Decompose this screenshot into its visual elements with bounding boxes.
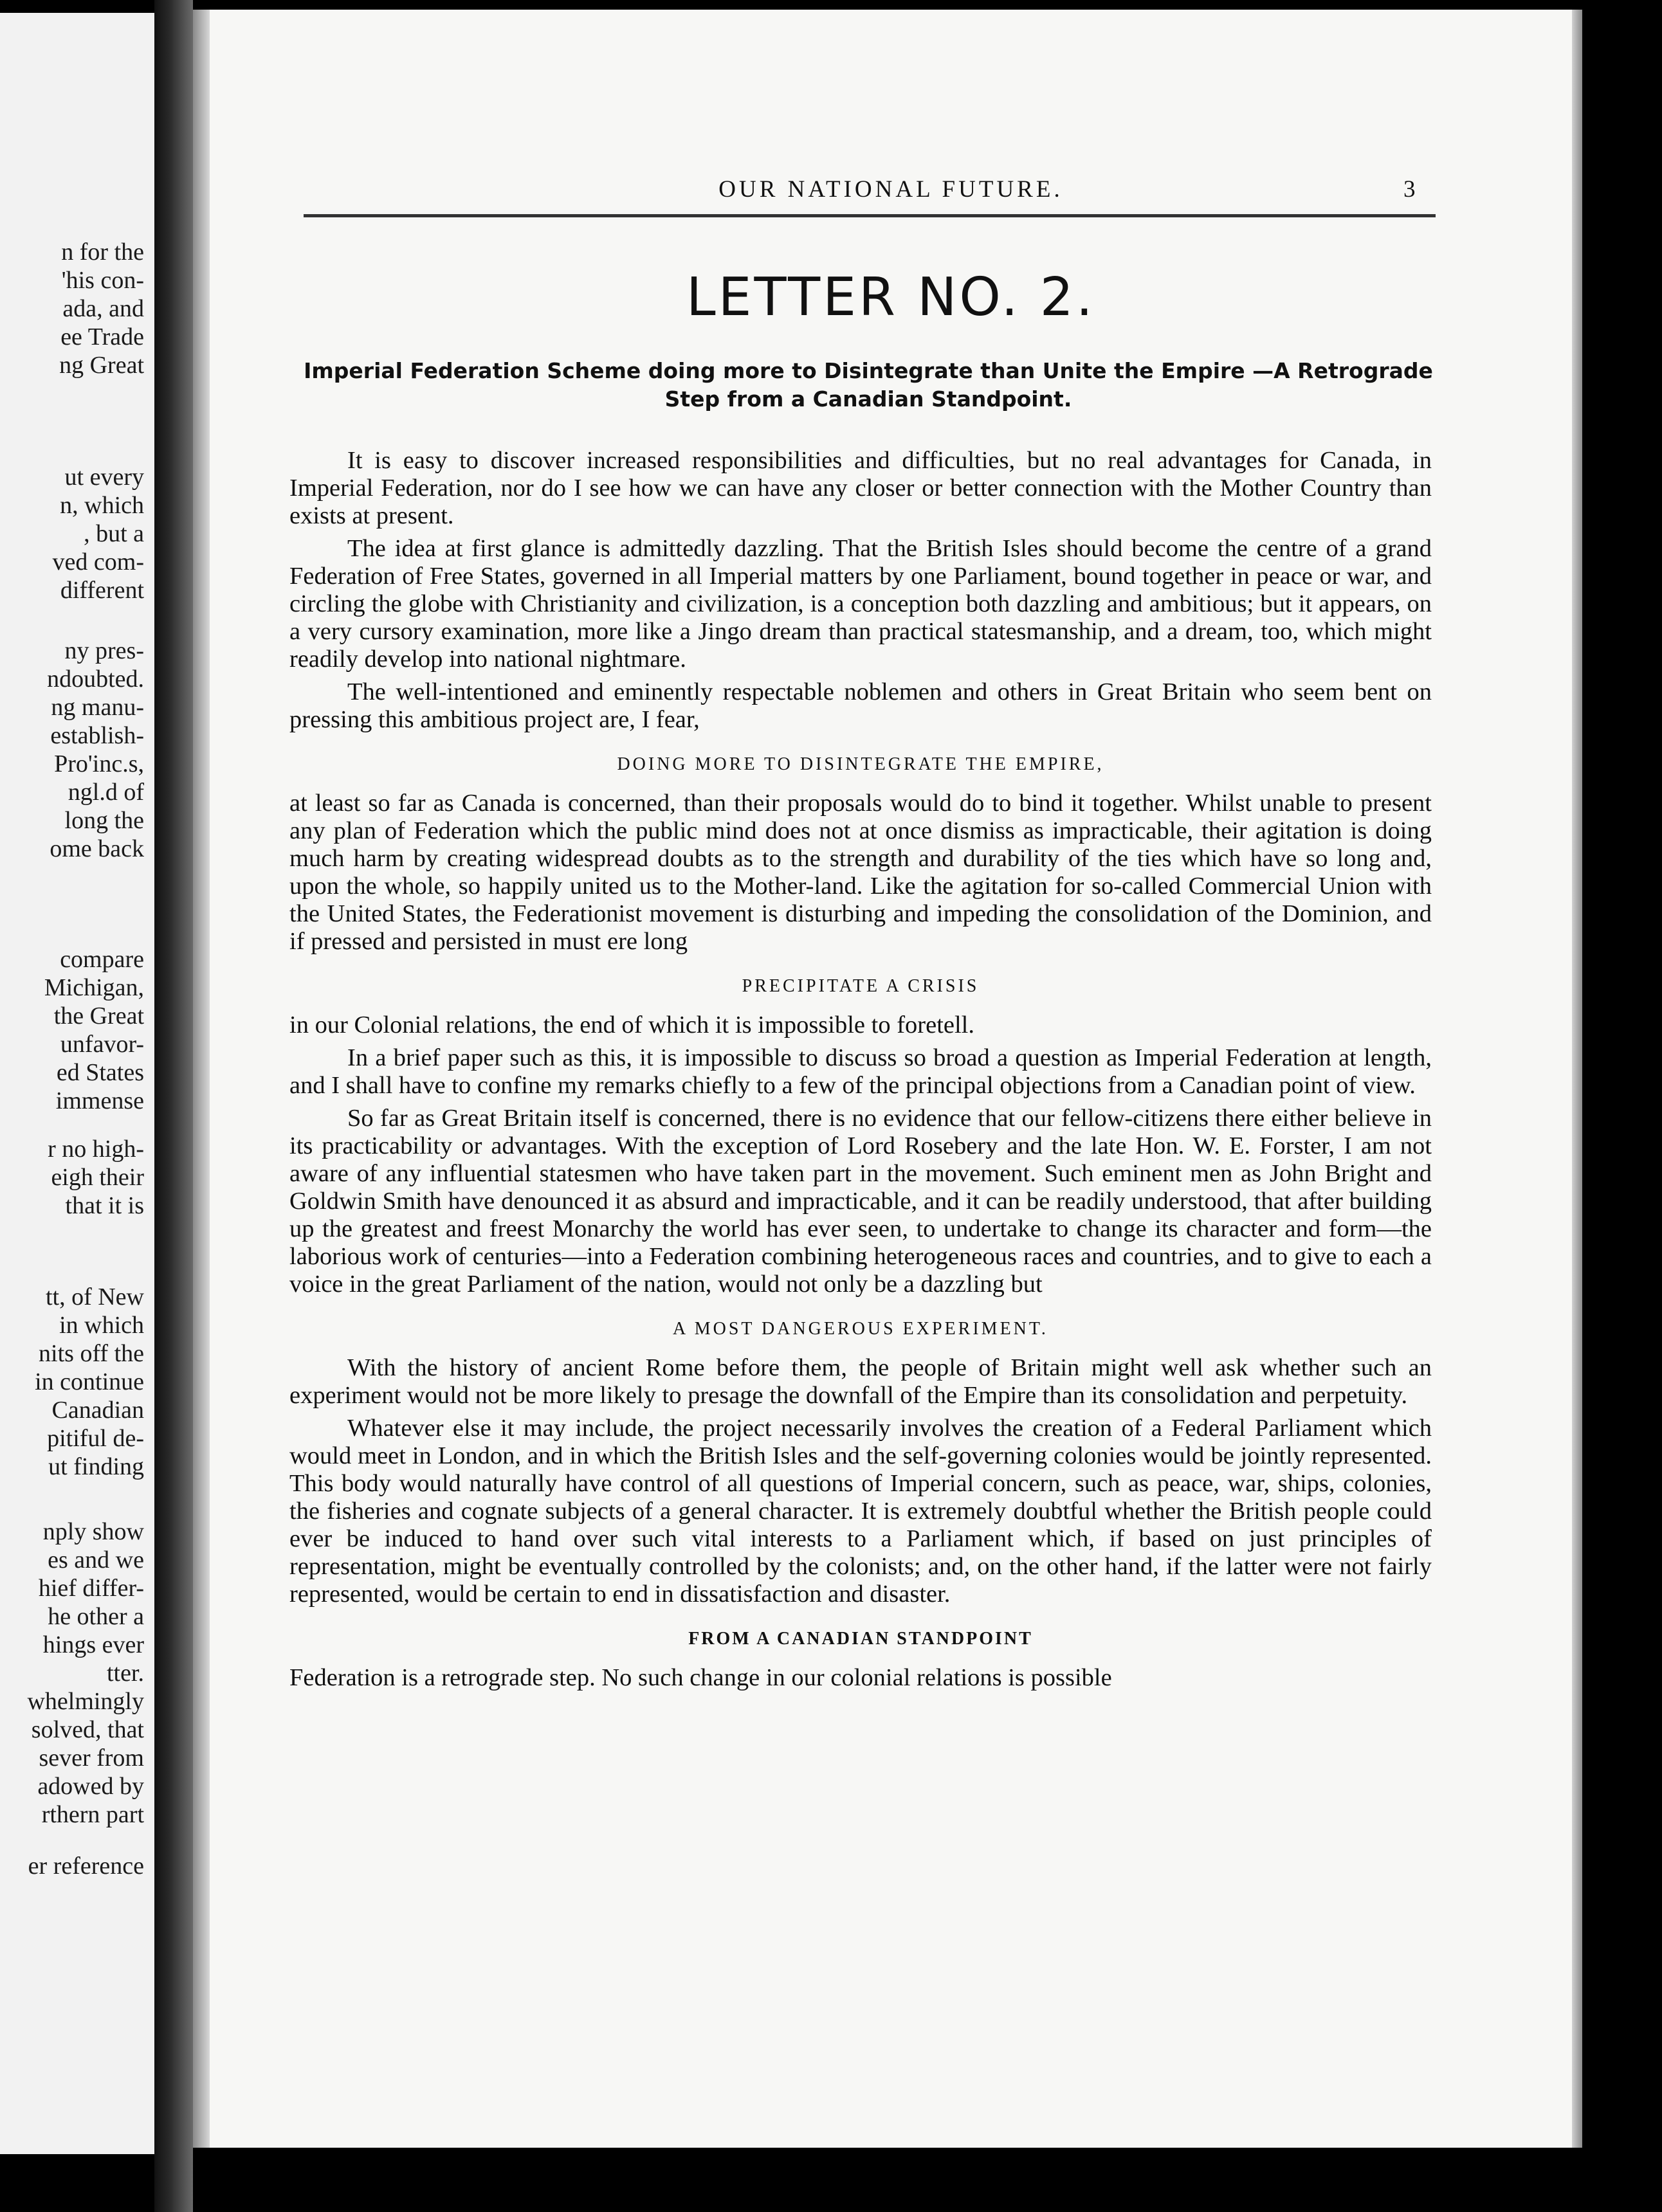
paragraph: With the history of ancient Rome before them, the people of Britain might well ask whether such an experiment would not be more likely to presage the downfall of the Empire than its consolidation and perpetuity. bbox=[289, 1354, 1432, 1409]
paragraph: Federation is a retrograde step. No such change in our colonial relations is possible bbox=[289, 1664, 1112, 1691]
previous-page-line: ng manu- bbox=[51, 694, 144, 721]
previous-page-line: different bbox=[60, 577, 144, 604]
previous-page-line: pitiful de- bbox=[47, 1425, 144, 1452]
section-subhead: DOING MORE TO DISINTEGRATE THE EMPIRE, bbox=[617, 754, 1104, 774]
paragraph: In a brief paper such as this, it is impossible to discuss so broad a question as Imperial Federation at length, and I shall have to confine my remarks chiefly to a few of the principal objections from a Canadian point of view. bbox=[289, 1044, 1432, 1099]
previous-page-line: 'his con- bbox=[61, 267, 144, 294]
right-page-edge bbox=[1572, 10, 1582, 2148]
paragraph: The idea at first glance is admittedly dazzling. That the British Isles should become the centre of a grand Federation of Free States, governed in all Imperial matters by one Parliament, bound together in peace or war, and circling the globe with Christianity and civilization, is a conception both dazzling and ambitious; but it appears, on a very cursory examination, more like a Jingo dream than practical statesmanship, and a dream, too, which might readily develop into national nightmare. bbox=[289, 535, 1432, 673]
previous-page-line: rthern part bbox=[41, 1801, 144, 1828]
previous-page-line: hief differ- bbox=[38, 1575, 144, 1602]
previous-page-line: establish- bbox=[50, 722, 144, 749]
previous-page-line: adowed by bbox=[37, 1773, 144, 1800]
letter-title: LETTER NO. 2. bbox=[686, 267, 1095, 328]
section-subhead: PRECIPITATE A CRISIS bbox=[742, 976, 980, 996]
previous-page-line: ngl.d of bbox=[68, 779, 144, 806]
previous-page-line: tt, of New bbox=[45, 1283, 144, 1310]
previous-page-line: er reference bbox=[28, 1853, 144, 1880]
previous-page-line: Canadian bbox=[51, 1397, 144, 1424]
previous-page-line: ee Trade bbox=[60, 323, 144, 350]
previous-page-line: ng Great bbox=[59, 352, 144, 379]
previous-page-line: in which bbox=[59, 1312, 144, 1339]
previous-page-line: whelmingly bbox=[27, 1688, 144, 1715]
previous-page-line: n for the bbox=[61, 239, 144, 266]
previous-page-line: sever from bbox=[39, 1745, 144, 1772]
previous-page-line: hings ever bbox=[42, 1631, 144, 1658]
paragraph: Whatever else it may include, the project necessarily involves the creation of a Federal Parliament which would meet in London, and in which the British Isles and the self-governing colonies would be jointly represented. This body would naturally have control of all questions of Imperial concern, such as peace, war, ships, colonies, the fisheries and cognate subjects of a general character. It is extremely doubtful whether the British people could ever be induced to hand over such vital interests to a Parliament which, if based on just principles of representation, might be eventually controlled by the colonists; and, on the other hand, if the latter were not fairly represented, would be certain to end in dissatisfaction and disaster. bbox=[289, 1415, 1432, 1608]
header-rule bbox=[304, 214, 1436, 217]
running-head: OUR NATIONAL FUTURE. bbox=[718, 176, 1063, 203]
previous-page-line: es and we bbox=[48, 1546, 144, 1573]
paragraph: The well-intentioned and eminently respectable noblemen and others in Great Britain who seem bent on pressing this ambitious project are, I fear, bbox=[289, 678, 1432, 733]
book-gutter bbox=[154, 0, 193, 2212]
page-edge-shadow bbox=[193, 10, 210, 2148]
previous-page-line: unfavor- bbox=[60, 1031, 144, 1058]
previous-page-line: ed States bbox=[56, 1059, 144, 1086]
previous-page-line: solved, that bbox=[31, 1716, 144, 1743]
article-body bbox=[289, 447, 1432, 1697]
previous-page-line: ndoubted. bbox=[47, 666, 144, 693]
previous-page-line: ut every bbox=[64, 464, 144, 491]
previous-page-line: n, which bbox=[60, 492, 144, 519]
previous-page-line: Michigan, bbox=[44, 974, 144, 1001]
previous-page-line: , but a bbox=[84, 520, 144, 547]
previous-page-line: in continue bbox=[35, 1368, 144, 1395]
previous-page-line: ved com- bbox=[52, 548, 144, 576]
previous-page-line: he other a bbox=[48, 1603, 144, 1630]
section-subhead: FROM A CANADIAN STANDPOINT bbox=[688, 1629, 1033, 1649]
previous-page-line: Pro'inc.s, bbox=[54, 750, 144, 777]
previous-page-line: compare bbox=[60, 946, 144, 973]
previous-page-strip bbox=[0, 13, 154, 2154]
previous-page-line: tter. bbox=[106, 1660, 144, 1687]
previous-page-line: long the bbox=[64, 807, 144, 834]
paragraph: in our Colonial relations, the end of which it is impossible to foretell. bbox=[289, 1011, 974, 1038]
previous-page-line: nply show bbox=[42, 1518, 144, 1545]
letter-subtitle: Imperial Federation Scheme doing more to Disintegrate than Unite the Empire —A Retrograde Step from a Canadian Standpoint. bbox=[304, 358, 1433, 412]
paragraph: So far as Great Britain itself is concerned, there is no evidence that our fellow-citizens there either believe in its practicability or advantages. With the exception of Lord Rosebery and the late Hon. W. E. Forster, I am not aware of any influential statesmen who have taken part in the movement. Such eminent men as John Bright and Goldwin Smith have denounced it as absurd and impracticable, and it can be readily understood, that after building up the greatest and freest Monarchy the world has ever seen, to undertake to change its character and form—the laborious work of centuries—into a Federation combining heterogeneous races and countries, and to give to each a voice in the great Parliament of the nation, would not only be a dazzling but bbox=[289, 1105, 1432, 1298]
previous-page-line: eigh their bbox=[51, 1164, 144, 1191]
section-subhead: A MOST DANGEROUS EXPERIMENT. bbox=[673, 1319, 1048, 1339]
previous-page-line: r no high- bbox=[48, 1136, 144, 1163]
previous-page-line: ut finding bbox=[48, 1453, 144, 1480]
previous-page-line: ny pres- bbox=[64, 637, 144, 664]
previous-page-line: nits off the bbox=[39, 1340, 144, 1367]
paragraph: It is easy to discover increased responsibilities and difficulties, but no real advantages for Canada, in Imperial Federation, nor do I see how we can have any closer or better connection with the Mother Country than exists at present. bbox=[289, 447, 1432, 529]
previous-page-line: that it is bbox=[65, 1192, 144, 1219]
previous-page-line: the Great bbox=[53, 1002, 144, 1029]
page-number: 3 bbox=[1403, 176, 1416, 203]
previous-page-line: ada, and bbox=[62, 295, 144, 322]
page bbox=[210, 10, 1572, 2148]
paragraph: at least so far as Canada is concerned, than their proposals would do to bind it together. Whilst unable to present any plan of Federation which the public mind does not at once dismiss as impracticable, their agitation is doing much harm by creating widespread doubts as to the strength and durability of the ties which have so long and, upon the whole, so happily united us to the Mother-land. Like the agitation for so-called Commercial Union with the United States, the Federationist movement is disturbing and impeding the consolidation of the Dominion, and if pressed and persisted in must ere long bbox=[289, 790, 1432, 955]
previous-page-line: immense bbox=[55, 1087, 144, 1114]
previous-page-line: ome back bbox=[50, 835, 144, 862]
